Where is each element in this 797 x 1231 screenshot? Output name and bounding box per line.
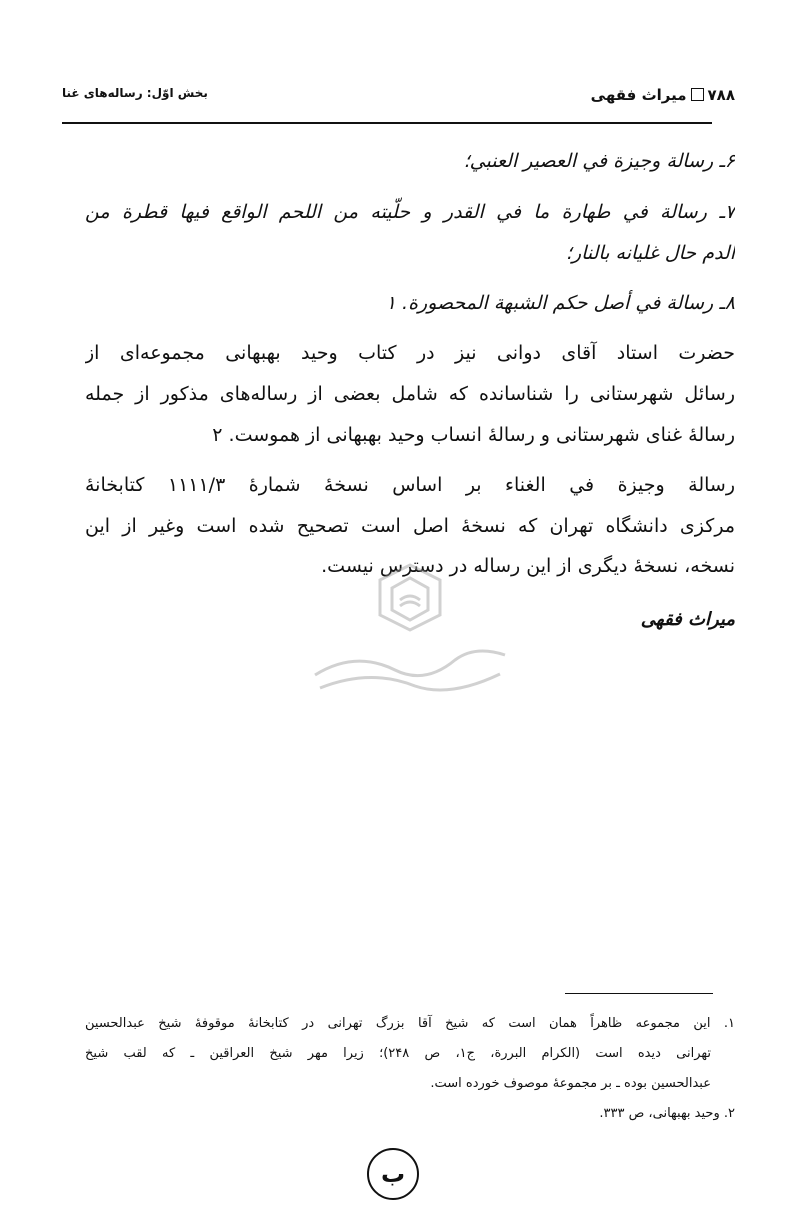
footnote-divider	[565, 993, 713, 994]
paragraph-2-line-1: رسالة وجيزة في الغناء بر اساس نسخهٔ شمارهٔ ۱۱۱۱/۳ کتابخانهٔ	[85, 474, 735, 496]
running-header-right	[591, 86, 735, 104]
footnote-1-line-3: عبدالحسین بوده ـ بر مجموعهٔ موصوف خورده است.	[430, 1076, 711, 1091]
list-item-6: ۶ـ رسالة وجيزة في العصير العنبي؛	[463, 150, 735, 172]
list-item-7-line-1: ۷ـ رسالة في طهارة ما في القدر و حلّيته من اللحم الواقع فيها قطرة من	[85, 201, 735, 223]
section-title: بخش اوّل: رساله‌های غنا	[62, 86, 208, 100]
footnote-2: ۲. وحید بهبهانی، ص ۳۳۳.	[599, 1106, 735, 1121]
page-marker: ب	[367, 1148, 419, 1200]
list-item-8: ۸ـ رسالة في أصل حكم الشبهة المحصورة. ۱	[385, 292, 735, 314]
watermark-seal-icon	[300, 560, 520, 710]
paragraph-1-line-1: حضرت استاد آقای دوانی نیز در کتاب وحید بهبهانی مجموعه‌ای از	[85, 342, 735, 364]
footnote-1-line-1: ۱. این مجموعه ظاهراً همان است که شیخ آقا بزرگ تهرانی در کتابخانهٔ موقوفهٔ شیخ عبدالحسین	[85, 1016, 735, 1031]
book-title: میراث فقهی	[590, 86, 687, 104]
list-item-7-line-2: الدم حال غليانه بالنار؛	[565, 242, 735, 264]
paragraph-2-line-2: مرکزی دانشگاه تهران که نسخهٔ اصل است تصحیح شده است وغیر از این	[85, 515, 735, 537]
signature: میراث فقهی	[640, 609, 735, 630]
square-separator-icon	[691, 88, 704, 101]
paragraph-2-line-3: نسخه، نسخهٔ دیگری از این رساله در دسترس نیست.	[321, 555, 735, 577]
header-divider	[62, 122, 712, 124]
footnote-1-line-2: تهرانی دیده است (الکرام البررة، ج۱، ص ۲۴۸)؛ زیرا مهر شیخ العراقین ـ که لقب شیخ	[85, 1046, 711, 1061]
paragraph-1-line-2: رسائل شهرستانی را شناسانده که شامل بعضی از رساله‌های مذکور از جمله	[85, 383, 735, 405]
paragraph-1-line-3: رسالهٔ غنای شهرستانی و رسالهٔ انساب وحید بهبهانی از هموست. ۲	[212, 424, 735, 446]
page-number: ۷۸۸	[707, 86, 735, 104]
